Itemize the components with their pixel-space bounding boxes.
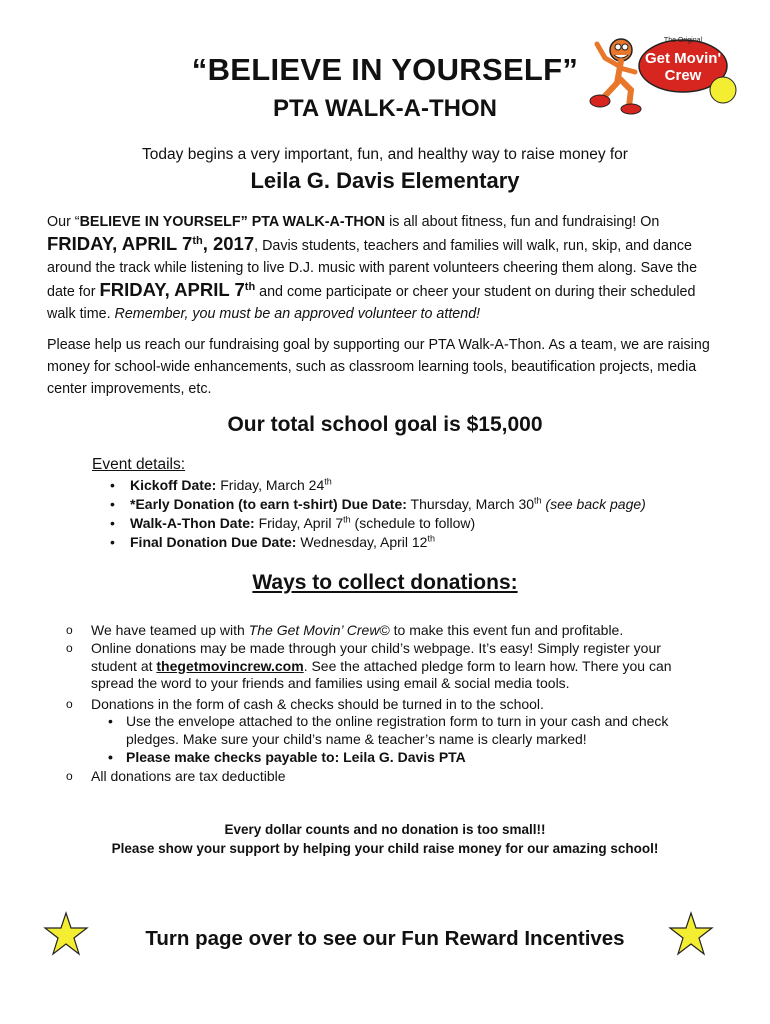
list-item: • Final Donation Due Date: Wednesday, April 12th <box>108 533 646 552</box>
flyer-title: “BELIEVE IN YOURSELF” <box>191 52 579 87</box>
website-link[interactable]: thegetmovincrew.com <box>156 657 304 674</box>
turn-page-notice: Turn page over to see our Fun Reward Incentives <box>145 927 625 950</box>
star-icon <box>667 910 715 958</box>
fundraising-paragraph: Please help us reach our fundraising goal by supporting our PTA Walk-A-Thon. As a team, we are raising money for school-wide enhancements, such as classroom learning tools, beautification projects, media center improvements, etc. <box>47 337 710 397</box>
list-item: • Please make checks payable to: Leila G. Davis PTA <box>106 749 686 767</box>
school-goal: Our total school goal is $15,000 <box>227 413 543 436</box>
circle-bullet-icon: o <box>66 769 73 783</box>
flyer-subtitle: PTA WALK-A-THON <box>273 95 497 122</box>
intro-line: Today begins a very important, fun, and healthy way to raise money for <box>142 146 628 163</box>
donation-sub-list <box>106 713 686 767</box>
ways-heading: Ways to collect donations: <box>252 571 518 594</box>
circle-bullet-icon: o <box>66 641 73 655</box>
closing-line-1: Every dollar counts and no donation is too small!! <box>224 822 546 837</box>
list-item: • Use the envelope attached to the online registration form to turn in your cash and check pledges. Make sure your child’s name & teacher’s name is clearly marked! <box>106 713 686 748</box>
closing-line-2: Please show your support by helping your child raise money for our amazing school! <box>111 841 659 856</box>
svg-text:Get Movin': Get Movin' <box>644 50 722 67</box>
circle-bullet-icon: o <box>66 623 73 637</box>
event-description-paragraph: Our “BELIEVE IN YOURSELF” PTA WALK-A-THON is all about fitness, fun and fundraising! On FRIDAY, APRIL 7th, 2017, Davis students, teachers and families will walk, run, skip, and dance around the track while listening to live D.J. music with parent volunteers cheering them along. Save the date for FRIDAY, APRIL 7th and come participate or cheer your student on during their scheduled walk time. Remember, you must be an approved volunteer to attend! <box>47 214 698 322</box>
event-details-heading: Event details: <box>92 456 186 473</box>
svg-text:The Original: The Original <box>663 37 703 44</box>
list-item: • *Early Donation (to earn t-shirt) Due Date: Thursday, March 30th (see back page) <box>108 495 646 514</box>
flyer-page: Get Movin' Crew The Original “BELIEVE IN YOURSELF” PTA WALK-A-THON Today begins a very important, fun, and healthy way to raise money for Leila G. Davis Elementary Our “BELIEVE IN YOURSELF” PTA WALK-A-THON is all about fitness, fun and fundraising! On FRIDAY, APRIL 7th, 2017, Davis students, teachers and families will walk, run, skip, and dance around the track while listening to live D.J. music with parent volunteers cheering them along. Save the date for FRIDAY, APRIL 7th and come participate or cheer your student on during their scheduled walk time. Remember, you must be an approved volunteer to attend! Please help us reach our fundraising goal by supporting our PTA Walk-A-Thon. As a team, we are raising money for school-wide enhancements, such as classroom learning tools, beautification projects, media center improvements, etc. Our total school goal is $15,000 Event details: • Kickoff Date: Friday, March 24th • *Early Donation (to earn t-shirt) Due Date: Thursday, March 30th (see back page) • Walk-A-Thon Date: Friday, April 7th (schedule to follow) • Final Donation Due Date: Wednesday, April 12th Ways to collect donations: o We have teamed up with The Get Movin’ Crew© to make this event fun and profitable. o Online donations may be made through your child’s webpage. It’s easy! Simply register your student at thegetmovincrew.com. See the attached pledge form to learn how. There you can spread the word to your friends and families using email & social media tools. o Donations in the form of cash & checks should be turned in to the school. • Use the envelope attached to the online registration form to turn in your cash and check pledges. Make sure your child’s name & teacher’s name is clearly marked! • Please make checks payable to: Leila G. Davis PTA o All donations are tax deductible Every dollar counts and no donation is too small!! Please show your support by helping your child raise money for our amazing school! Turn page over to see our Fun Reward Incentives <box>0 0 770 1024</box>
circle-bullet-icon: o <box>66 697 73 711</box>
list-item: • Kickoff Date: Friday, March 24th <box>108 476 646 495</box>
event-details-list <box>108 476 646 552</box>
svg-text:Crew: Crew <box>664 67 702 84</box>
list-item: • Walk-A-Thon Date: Friday, April 7th (schedule to follow) <box>108 514 646 533</box>
school-name: Leila G. Davis Elementary <box>250 168 520 193</box>
